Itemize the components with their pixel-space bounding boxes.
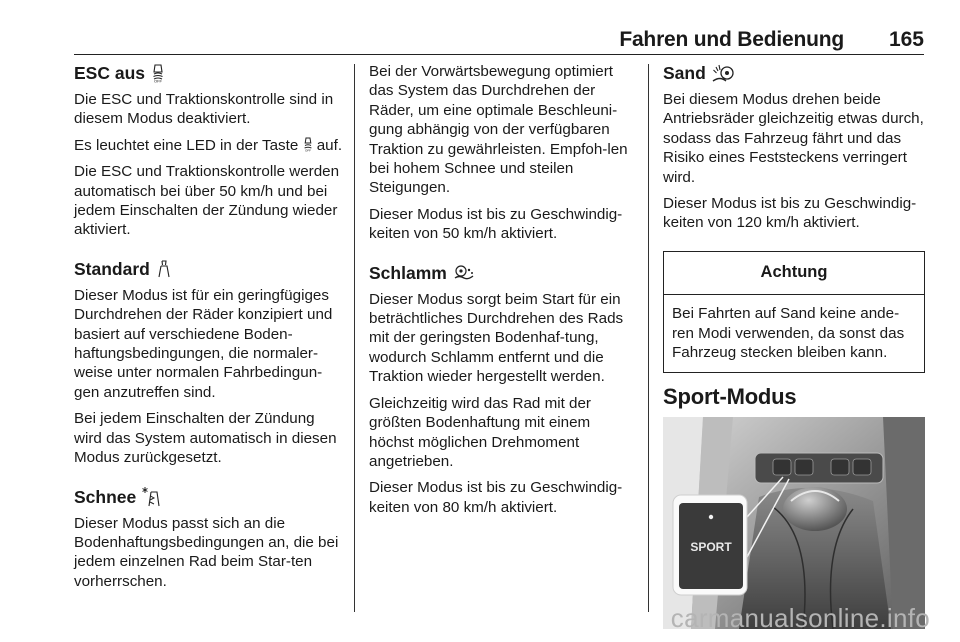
- mud-mode-icon: [453, 264, 475, 282]
- mud-heading: Schlamm: [369, 262, 639, 284]
- esc-off-icon: [151, 63, 165, 83]
- esc-button-icon: [303, 137, 313, 152]
- column-divider: [648, 64, 649, 612]
- esc-off-heading: ESC aus OFF: [74, 62, 344, 84]
- esc-off-paragraph: Die ESC und Traktionskontrolle sind in diesem Modus deaktiviert.: [74, 91, 334, 128]
- sport-mode-heading: Sport-Modus: [663, 384, 797, 410]
- standard-mode-icon: [156, 259, 172, 279]
- sport-mode-photo: [663, 417, 925, 629]
- sand-paragraph-1: Bei diesem Modus drehen beide Antriebsräder gleichzeitig etwas durch, sodass das Fahrzeug fährt und das Risiko eines Feststeckens verringert wird.: [663, 91, 924, 186]
- snow-mode-icon: [142, 486, 162, 508]
- column-1: [74, 62, 344, 598]
- sport-button-label: SPORT: [690, 539, 732, 554]
- snow-continued-paragraph: Bei der Vorwärtsbewegung optimiert das System das Durchdrehen der Räder, um eine optimale Beschleuni-gung abhängig von der verfügbaren Traktion zu gewährleisten. Empfoh-len bei hohem Schnee und steilen Steigungen.: [369, 63, 628, 197]
- center-console-illustration: [663, 417, 925, 629]
- column-2: [369, 62, 639, 524]
- standard-heading: Standard: [74, 258, 344, 280]
- esc-reactivation-paragraph: Die ESC und Traktionskontrolle werden automatisch bei über 50 km/h und bei jedem Einschalten der Zündung wieder aktiviert.: [74, 163, 340, 239]
- caution-text: Bei Fahrten auf Sand keine ande-ren Modi verwenden, da sonst das Fahrzeug stecken bleiben kann.: [672, 305, 905, 362]
- mud-paragraph-1: Dieser Modus sorgt beim Start für ein beträchtliches Durchdrehen des Rads mit der geringsten Bodenhaf-tung, wodurch Schlamm entfernt und die Traktion wieder hergestellt werden.: [369, 290, 624, 386]
- mud-paragraph-2: Gleichzeitig wird das Rad mit der größten Bodenhaftung mit einem höchst möglichen Drehmoment angetrieben.: [369, 394, 591, 470]
- sand-paragraph-2: Dieser Modus ist bis zu Geschwindig-keiten von 120 km/h aktiviert.: [663, 195, 917, 232]
- sand-heading: Sand: [663, 62, 925, 84]
- caution-title: Achtung: [664, 252, 924, 295]
- snow-speed-paragraph: Dieser Modus ist bis zu Geschwindig-keiten von 50 km/h aktiviert.: [369, 205, 623, 243]
- esc-off-led-paragraph: Es leuchtet eine LED in der Taste OFF auf.: [74, 136, 343, 154]
- column-divider: [354, 64, 355, 612]
- caution-box: [663, 251, 925, 374]
- page-header: [74, 22, 924, 55]
- standard-paragraph-1: Dieser Modus ist für ein geringfügiges Durchdrehen der Räder konzipiert und basiert auf verschiedene Boden-haftungsbedingungen, die normaler-weise unter normalen Fahrbedingun-gen anzutreffen sind.: [74, 286, 333, 401]
- svg-text:OFF: OFF: [154, 78, 162, 83]
- sand-mode-icon: [712, 63, 736, 83]
- chapter-title: Fahren und Bedienung: [619, 28, 844, 51]
- svg-text:OFF: OFF: [304, 148, 311, 152]
- watermark: carmanualsonline.info: [670, 603, 930, 633]
- page-number: 165: [888, 28, 924, 51]
- standard-paragraph-2: Bei jedem Einschalten der Zündung wird das System automatisch in diesen Modus zurückgesetzt.: [74, 410, 337, 467]
- column-3: [663, 62, 925, 629]
- mud-paragraph-3: Dieser Modus ist bis zu Geschwindig-keiten von 80 km/h aktiviert.: [369, 479, 623, 516]
- snow-paragraph: Dieser Modus passt sich an die Bodenhaftungsbedingungen an, die bei jedem einzelnen Rad beim Star-ten vorherrschen.: [74, 514, 339, 590]
- snow-heading: Schnee: [74, 486, 344, 508]
